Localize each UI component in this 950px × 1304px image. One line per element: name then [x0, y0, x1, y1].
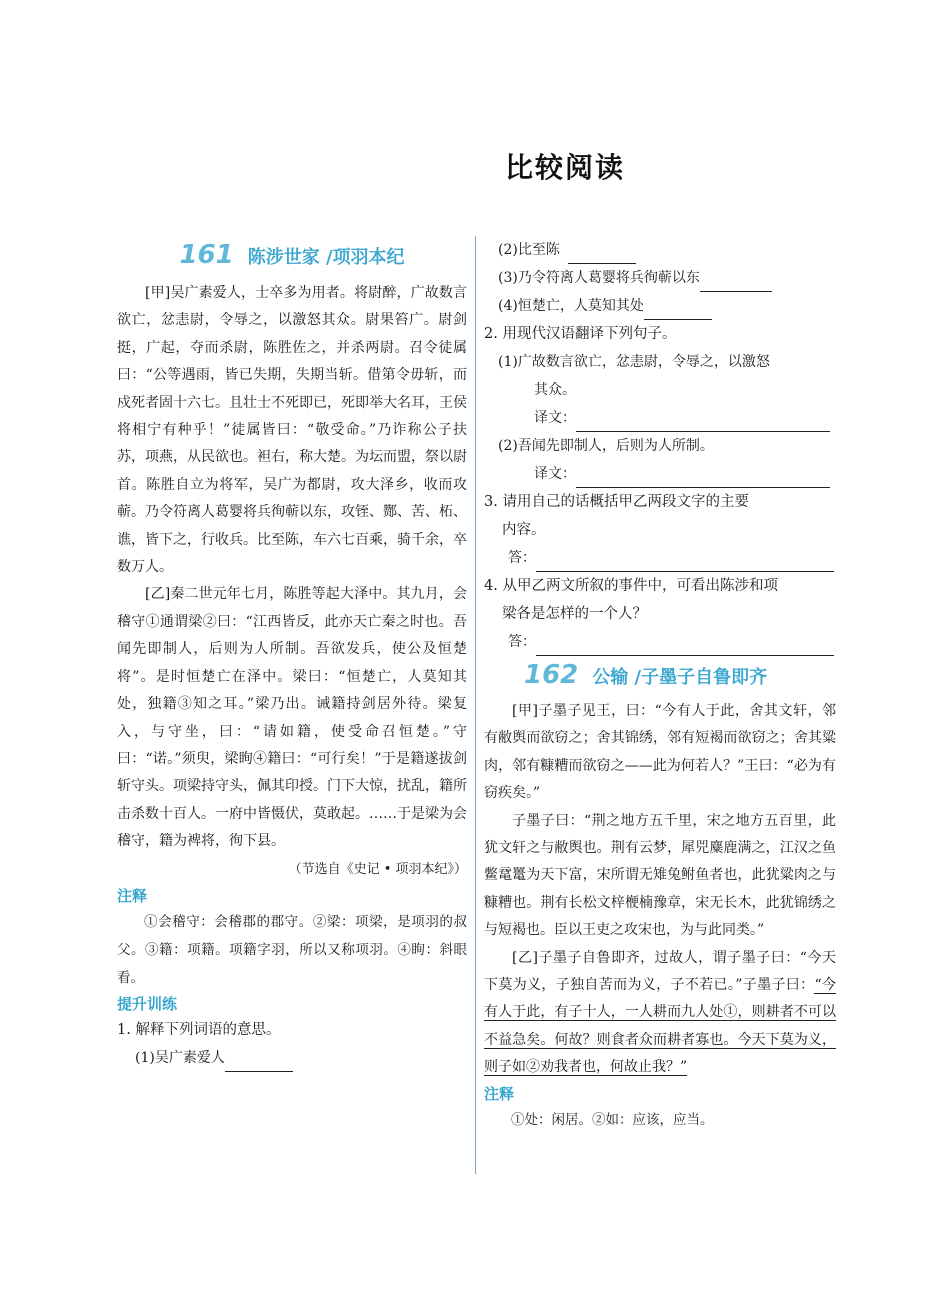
question-1-item-4: [484, 292, 836, 320]
section-number: 161: [179, 240, 234, 270]
answer-blank[interactable]: [568, 245, 636, 264]
section-number: 162: [524, 660, 579, 690]
left-column: [117, 240, 467, 1072]
passage-text: 秦二世元年七月，陈胜等起大泽中。其九月，会稽守①通谓梁②曰：“江西皆反，此亦天亡秦之时也。吾闻先即制人，后则为人所制。吾欲发兵，使公及恒楚将”。是时恒楚亡在泽中。梁曰：“恒楚亡，人莫知其处，独籍③知之耳。”梁乃出。诫籍持剑居外待。梁复入，与守坐，曰：“请如籍，使受命召恒楚。”守曰：“诺。”须臾，梁眴④籍曰：“可行矣！”于是籍遂拔剑斩守头。项梁持守头，佩其印授。门下大惊，扰乱，籍所击杀数十百人。一府中皆慑伏，莫敢起。……于是梁为会稽守，籍为裨将，徇下县。: [117, 586, 467, 850]
translation-line-1: [484, 404, 836, 432]
question-4: 4. 从甲乙两文所叙的事件中，可看出陈涉和项: [484, 578, 778, 594]
question-1: 1. 解释下列词语的意思。: [117, 1021, 281, 1038]
translation-label: 译文：: [534, 410, 576, 426]
notes-label: 注释: [484, 1084, 515, 1103]
passage-jia: [117, 280, 467, 581]
section-title: 陈涉世家 /项羽本纪: [247, 247, 405, 268]
training-label: 提升训练: [117, 994, 178, 1013]
translation-label: 译文：: [534, 466, 576, 482]
passage-text: 子墨子自鲁即齐，过故人，谓子墨子曰：“今天下莫为义，子独自苦而为义，子不若已。”子墨子曰：: [484, 949, 836, 994]
section-title: 公输 /子墨子自鲁即齐: [592, 667, 768, 688]
passage-jia-2: 子墨子曰：“荆之地方五千里，宋之地方五百里，此犹文轩之与敝舆也。荆有云梦，犀兕麋鹿满之，江汉之鱼鳖鼋鼍为天下富，宋所谓无雉兔鲋鱼者也，此犹粱肉之与糠糟也。荆有长松文梓楩楠豫章，宋无长木，此犹锦绣之与短褐也。臣以王吏之攻宋也，为与此同类。”: [484, 812, 836, 939]
passage-tag: [乙]: [512, 949, 538, 966]
passage-yi: [117, 581, 467, 855]
question-text: (3)乃令符离人葛婴将兵徇蕲以东: [498, 270, 700, 286]
page-title: 比较阅读: [504, 151, 625, 184]
section-162-header: [484, 660, 836, 698]
question-2: 2. 用现代汉语翻译下列句子。: [484, 326, 677, 342]
notes-label: 注释: [117, 886, 148, 905]
column-divider: [475, 236, 476, 1174]
question-3-cont: 内容。: [502, 522, 546, 538]
question-2-item-1-cont: 其众。: [534, 382, 576, 398]
answer-blank[interactable]: [576, 469, 830, 488]
passage-text: 子墨子见王，曰：“今有人于此，舍其文轩，邻有敝舆而欲窃之；舍其锦绣，邻有短褐而欲窃之；舍其粱肉，邻有糠糟而欲窃之——此为何若人？”王曰：“必为有窃疾矣。”: [484, 703, 836, 802]
question-1-item-3: [484, 264, 836, 292]
source-citation: （节选自《史记 • 项羽本纪》）: [288, 861, 467, 877]
answer-label: 答：: [508, 634, 536, 650]
underlined-text: “今有人于此，有子十人，一人耕而九人处①，则耕者不可以不益急矣。何故？则食者众而耕者寡也。今天下莫为义，则子如②劝我者也，何故止我？”: [484, 977, 836, 1076]
passage-text: 吴广素爱人，士卒多为用者。将尉醉，广故数言欲亡，忿恚尉，令辱之，以激怒其众。尉果笞广。尉剑挺，广起，夺而杀尉，陈胜佐之，并杀两尉。召令徒属曰：“公等遇雨，皆已失期，失期当斩。借第令毋斩，而戍死者固十六七。且壮士不死即已，死即举大名耳，王侯将相宁有种乎！”徒属皆曰：“敬受命。”乃诈称公子扶苏，项燕，从民欲也。袒右，称大楚。为坛而盟，祭以尉首。陈胜自立为将军，吴广为都尉，攻大泽乡，收而攻蕲。乃令符离人葛婴将兵徇蕲以东，攻铚、酂、苦、柘、谯，皆下之，行收兵。比至陈，车六七百乘，骑千余，卒数万人。: [117, 285, 467, 576]
answer-blank[interactable]: [700, 273, 772, 292]
answer-blank[interactable]: [576, 413, 830, 432]
translation-line-2: [484, 460, 836, 488]
question-text: (1)吴广素爱人: [135, 1049, 225, 1066]
question-text: (2)比至陈: [498, 242, 560, 258]
passage-tag: [甲]: [145, 285, 171, 301]
answer-blank[interactable]: [536, 637, 834, 656]
answer-label: 答：: [508, 550, 536, 566]
answer-blank[interactable]: [225, 1053, 293, 1072]
question-2-item-2: (2)吾闻先即制人，后则为人所制。: [498, 438, 714, 454]
passage-yi: [484, 945, 836, 1082]
answer-blank[interactable]: [644, 301, 712, 320]
passage-tag: [甲]: [512, 703, 538, 719]
question-1-item-2: [484, 236, 836, 264]
question-2-item-1: (1)广故数言欲亡，忿恚尉，令辱之，以激怒: [498, 354, 770, 370]
question-4-cont: 梁各是怎样的一个人？: [502, 606, 647, 622]
question-3: 3. 请用自己的话概括甲乙两段文字的主要: [484, 494, 749, 510]
right-column: [484, 236, 836, 1134]
answer-line-3: [484, 544, 836, 572]
notes-text: ①处：闲居。②如：应该，应当。: [511, 1111, 714, 1128]
passage-tag: [乙]: [145, 586, 171, 603]
answer-line-4: [484, 628, 836, 656]
passage-jia: [484, 698, 836, 808]
question-1-item-1: [117, 1044, 467, 1072]
section-161-header: [117, 240, 467, 280]
question-text: (4)恒楚亡，人莫知其处: [498, 298, 644, 314]
answer-blank[interactable]: [536, 553, 834, 572]
notes-text: ①会稽守：会稽郡的郡守。②梁：项梁，是项羽的叔父。③籍：项籍。项籍字羽，所以又称项羽。④眴：斜眼看。: [117, 913, 467, 986]
